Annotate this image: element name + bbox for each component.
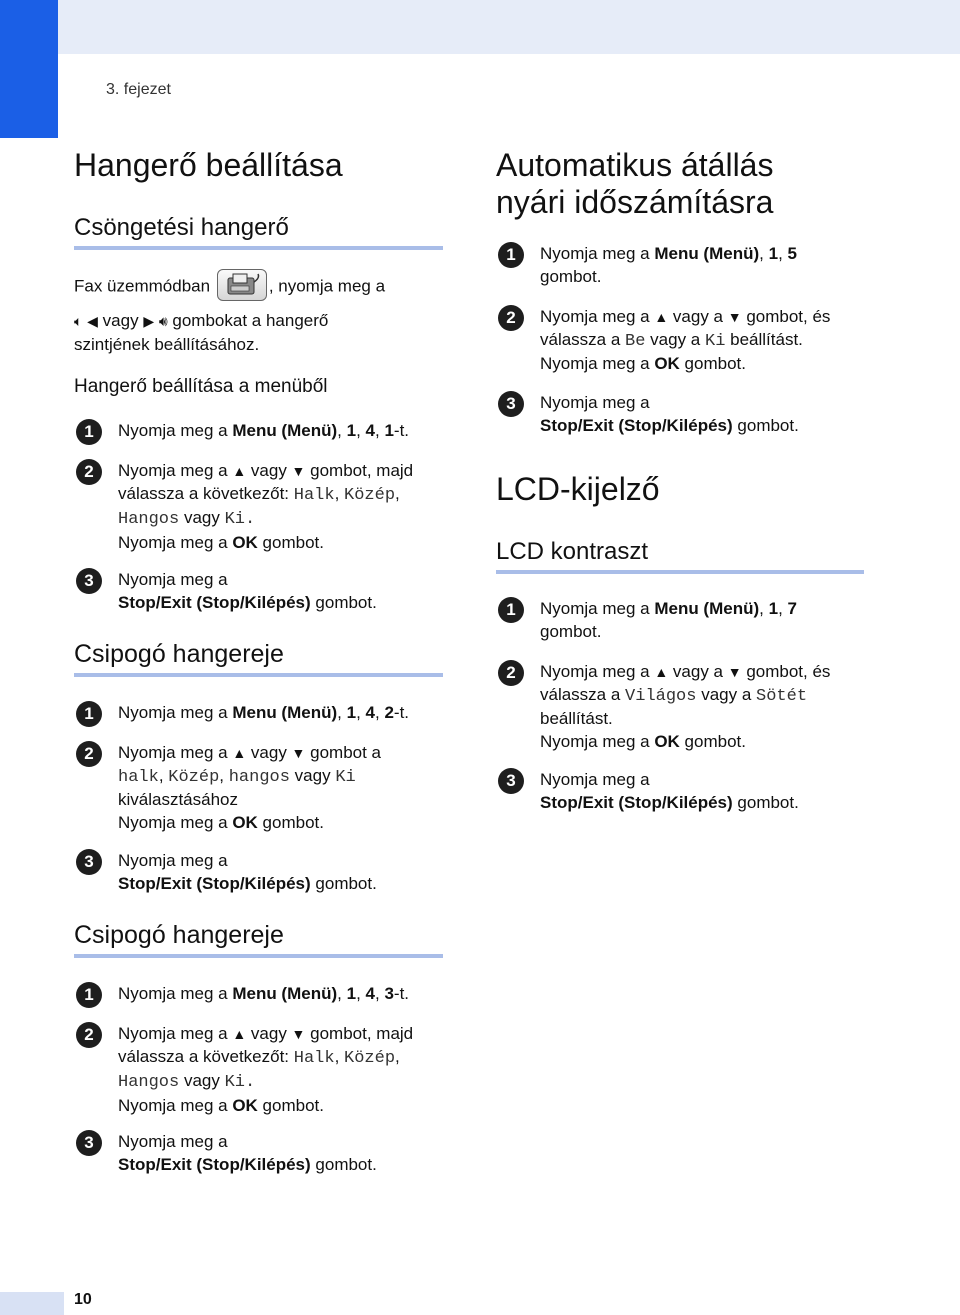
step-number: 1 xyxy=(498,242,524,268)
chapter-label: 3. fejezet xyxy=(106,81,171,98)
top-header-band xyxy=(58,0,960,54)
fax-icon xyxy=(217,269,267,301)
step-number: 1 xyxy=(76,982,102,1008)
subsection-title-beep-volume-2: Csipogó hangereje xyxy=(74,921,284,949)
right-arrow-icon: ▶ xyxy=(143,313,155,329)
step-number: 3 xyxy=(76,849,102,875)
ring-step-3: 3 Nyomja meg a Stop/Exit (Stop/Kilépés) gombot. xyxy=(76,569,377,614)
lcd-step-1: 1 Nyomja meg a Menu (Menü), 1, 7 gombot. xyxy=(498,598,797,643)
speaker-high-icon: 🔊︎ xyxy=(158,313,168,329)
step-number: 3 xyxy=(76,1130,102,1156)
section-title-dst: Automatikus átállás nyári időszámításra xyxy=(496,147,774,220)
section-title-lcd: LCD-kijelző xyxy=(496,471,660,507)
down-arrow-icon: ▼ xyxy=(727,664,742,680)
intro-paragraph: Fax üzemmódban , nyomja meg a 🔈︎ ◀ vagy ▶ 🔊︎ gombokat a hangerő szintjének beállításához. xyxy=(74,271,454,356)
up-arrow-icon: ▲ xyxy=(654,664,669,680)
subsection-title-beep-volume-1: Csipogó hangereje xyxy=(74,640,284,668)
down-arrow-icon: ▼ xyxy=(291,463,306,479)
heading-rule xyxy=(74,673,443,677)
beep1-step-3: 3 Nyomja meg a Stop/Exit (Stop/Kilépés) gombot. xyxy=(76,850,377,895)
beep2-step-1: 1 Nyomja meg a Menu (Menü), 1, 4, 3-t. xyxy=(76,983,409,1008)
step-number: 1 xyxy=(498,597,524,623)
left-arrow-icon: ◀ xyxy=(87,313,98,329)
dst-step-1: 1 Nyomja meg a Menu (Menü), 1, 5 gombot. xyxy=(498,243,797,288)
ring-step-2: 2 Nyomja meg a ▲ vagy ▼ gombot, majd válassza a következőt: Halk, Közép, Hangos vagy Ki. Nyomja meg a OK gombot. xyxy=(76,460,413,554)
subsection-title-ring-volume: Csöngetési hangerő xyxy=(74,214,289,241)
step-number: 2 xyxy=(76,1022,102,1048)
up-arrow-icon: ▲ xyxy=(232,745,247,761)
speaker-low-icon: 🔈︎ xyxy=(74,313,83,329)
heading-rule xyxy=(74,246,443,250)
step-number: 1 xyxy=(76,419,102,445)
step-number: 2 xyxy=(498,305,524,331)
ring-step-1: 1 Nyomja meg a Menu (Menü), 1, 4, 1-t. xyxy=(76,420,409,445)
page-number: 10 xyxy=(74,1291,92,1308)
beep2-step-2: 2 Nyomja meg a ▲ vagy ▼ gombot, majd válassza a következőt: Halk, Közép, Hangos vagy Ki. Nyomja meg a OK gombot. xyxy=(76,1023,413,1117)
beep1-step-1: 1 Nyomja meg a Menu (Menü), 1, 4, 2-t. xyxy=(76,702,409,727)
step-number: 2 xyxy=(498,660,524,686)
down-arrow-icon: ▼ xyxy=(291,1026,306,1042)
step-number: 3 xyxy=(498,768,524,794)
page-number-band xyxy=(0,1292,64,1315)
down-arrow-icon: ▼ xyxy=(727,309,742,325)
subsection-title-lcd-contrast: LCD kontraszt xyxy=(496,538,649,565)
step-number: 2 xyxy=(76,741,102,767)
up-arrow-icon: ▲ xyxy=(654,309,669,325)
dst-step-3: 3 Nyomja meg a Stop/Exit (Stop/Kilépés) gombot. xyxy=(498,392,799,437)
lcd-step-2: 2 Nyomja meg a ▲ vagy a ▼ gombot, és válassza a Világos vagy a Sötét beállítást. Nyomja meg a OK gombot. xyxy=(498,661,830,753)
lcd-step-3: 3 Nyomja meg a Stop/Exit (Stop/Kilépés) gombot. xyxy=(498,769,799,814)
beep1-step-2: 2 Nyomja meg a ▲ vagy ▼ gombot a halk, Közép, hangos vagy Ki kiválasztásához Nyomja meg a OK gombot. xyxy=(76,742,381,834)
step-number: 2 xyxy=(76,459,102,485)
dst-step-2: 2 Nyomja meg a ▲ vagy a ▼ gombot, és válassza a Be vagy a Ki beállítást. Nyomja meg a OK gombot. xyxy=(498,306,830,376)
down-arrow-icon: ▼ xyxy=(291,745,306,761)
subheading-menu-volume: Hangerő beállítása a menüből xyxy=(74,376,328,397)
chapter-tab xyxy=(0,0,58,138)
heading-rule xyxy=(74,954,443,958)
step-number: 3 xyxy=(498,391,524,417)
up-arrow-icon: ▲ xyxy=(232,463,247,479)
up-arrow-icon: ▲ xyxy=(232,1026,247,1042)
section-title-volume: Hangerő beállítása xyxy=(74,147,343,183)
step-number: 3 xyxy=(76,568,102,594)
step-number: 1 xyxy=(76,701,102,727)
beep2-step-3: 3 Nyomja meg a Stop/Exit (Stop/Kilépés) gombot. xyxy=(76,1131,377,1176)
heading-rule xyxy=(496,570,864,574)
